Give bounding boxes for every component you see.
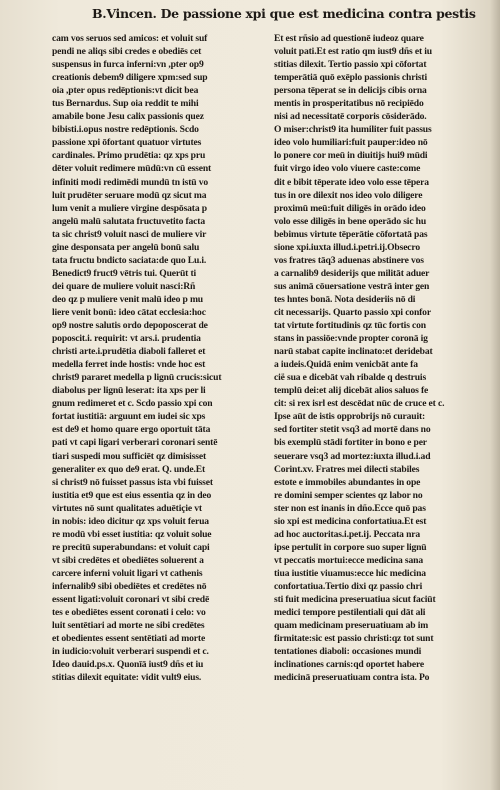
text-line: sus animā cōuersatione vestrā inter gen [274, 280, 430, 292]
running-head: B.Vincen. De passione xpi que est medicina contra pestis [92, 6, 476, 21]
text-line: tes hntes bonā. Nota desideriis nō di [274, 293, 416, 305]
text-line: sed fortiter stetit vsq3 ad mortē dans no [274, 424, 431, 436]
text-line: oia ,pter opus redēptionis:vt dicit bea [52, 85, 199, 97]
text-line: voluit pati.Et est ratio qm iust9 dñs et iu [274, 46, 432, 58]
text-line: vos fratres tāq3 aduenas abstinere vos [274, 254, 424, 266]
text-line: christ9 pararet medella p lignū crucis:sicut [52, 372, 222, 384]
text-line: si christ9 nō fuisset passus ista vbi fuisset [52, 476, 213, 488]
text-line: christi arte.i.prudētia diaboli falleret et [52, 346, 206, 358]
text-line: ad hoc auctoritas.i.pet.ij. Peccata nra [274, 528, 421, 540]
text-line: Et est rñsio ad questionē iudeoz quare [274, 33, 424, 44]
text-line: Corint.xv. Fratres mei dilecti stabiles [274, 463, 420, 475]
text-line: re modū vbi esset iustitia: qz voluit solue [52, 528, 212, 540]
text-line: amabile bone Jesu calix passionis quez [52, 111, 204, 123]
text-line: vt sibi credētes et obediētes soluerent a [52, 554, 204, 566]
text-line: passione xpi ōfortant quatuor virtutes [52, 137, 202, 149]
text-column-left [52, 32, 264, 782]
text-line: a carnalib9 desiderijs que militāt aduer [274, 267, 430, 279]
text-line: vt peccatis mortui:ecce medicina sana [274, 554, 423, 566]
text-line: pati vt capi ligari verberari coronari sentē [52, 437, 218, 449]
text-line: creationis debem9 diligere xpm:sed sup [52, 72, 208, 84]
text-line: medici tempore pestilentiali qui dāt ali [274, 607, 426, 619]
text-line: sio xpi est medicina confortatiua.Et est [274, 515, 427, 527]
text-line: mentis in prosperitatibus nō recipiēdo [274, 98, 424, 110]
text-line: a iudeis.Quidā enim venicbāt ante fa [274, 359, 418, 371]
text-line: bibisti.i.opus nostre redēptionis. Scdo [52, 124, 199, 136]
text-line: carcere inferni voluit ligari vt cathenis [52, 567, 203, 579]
text-line: ipse pertulit in corpore suo super lignū [274, 541, 427, 553]
text-line: ster non est inanis in dño.Ecce quō pas [274, 502, 426, 514]
text-line: suspensus in furca inferni:vn ,pter op9 [52, 59, 204, 71]
text-line: poposcit.i. requirit: vt ars.i. prudentia [52, 333, 201, 345]
text-line: cit: si rex isrl est descēdat nūc de cruce et c. [274, 398, 445, 410]
text-line: persona tēperat se in delicijs cibis orna [274, 85, 427, 97]
text-line: lum venit a muliere virgine despōsata p [52, 202, 207, 214]
text-line: firmitate:sic est passio christi:qz tot sunt [274, 633, 434, 645]
text-line: stitias dilexit equitate: vidit vult9 eius. [52, 672, 202, 684]
text-line: infernalib9 sibi obediētes et credētes nō [52, 580, 207, 592]
text-line: bebimus virtute tēperātie cōfortatā pas [274, 228, 428, 240]
text-line: Ideo dauid.ps.x. Quonīā iust9 dñs et iu [52, 659, 204, 671]
text-line: proximū meū:fuit diligēs in orādo ideo [274, 202, 426, 214]
text-line: medicinā preseruatiuam contra ista. Po [274, 672, 430, 684]
text-line: iustitia et9 que est eius essentia qz in deo [52, 489, 212, 501]
text-line: sione xpi.iuxta illud.i.petri.ij.Obsecro [274, 241, 421, 253]
text-line: narū stabat capite inclinato:et deridebat [274, 346, 433, 358]
text-line: tes e obediētes essent coronati i celo: vo [52, 607, 206, 619]
text-line: est de9 et homo quare ergo oportuit tāta [52, 424, 211, 436]
text-line: virtutes nō sunt qualitates aduētiçie vt [52, 502, 202, 514]
text-line: volo esse diligēs in bene operādo sic hu [274, 215, 427, 227]
text-line: templū dei:et alij dicebāt alios saluos fe [274, 385, 429, 397]
text-line: fortat iustitiā: arguunt em iudei sic xps [52, 411, 206, 423]
text-line: tata fructu bndicto saciata:de quo Lu.i. [52, 254, 207, 266]
text-line: generaliter ex quo de9 erat. Q. unde.Et [52, 463, 206, 475]
text-line: temperātiā quō exēplo passionis christi [274, 72, 427, 84]
text-line: in nobis: ideo dicitur qz xps voluit ferua [52, 515, 209, 527]
text-line: op9 nostre salutis ordo depoposcerat de [52, 320, 208, 332]
text-column-right [274, 32, 494, 782]
text-line: cië sua e dicebāt vah ribalde q destruis [274, 372, 427, 384]
text-line: diabolus per lignū leserat: ita xps per li [52, 385, 206, 397]
text-line: luit prudēter seruare modū qz sicut ma [52, 189, 207, 201]
text-line: Benedict9 fruct9 vētris tui. Querūt ti [52, 267, 197, 279]
text-line: in iudicio:voluit verberari suspendi et c. [52, 646, 209, 658]
text-line: tiua iustitie viuamus:ecce hic medicina [274, 567, 426, 579]
text-line: pendi ne aliqs sibi credes e obediēs cet [52, 46, 202, 58]
text-line: lo ponere cor meū in diuitijs hui9 mūdi [274, 150, 428, 162]
text-line: fuit virgo ideo volo viuere caste:come [274, 163, 421, 175]
text-line: seuerare vsq3 ad mortez:iuxta illud.i.ad [274, 450, 431, 462]
text-line: estote e immobiles abundantes in ope [274, 476, 421, 488]
text-line: liere venit bonū: ideo cātat ecclesia:hoc [52, 306, 206, 318]
text-line: infiniti modi redimēdi mundū tn istū vo [52, 176, 209, 188]
text-line: quam medicinam preseruatiuam ab im [274, 620, 429, 632]
text-line: inclinationes carnis:qd oportet habere [274, 659, 425, 671]
text-line: angelū malū salutata fructuvetito facta [52, 215, 205, 227]
text-line: nisi ad necessitatē corporis cōsiderādo. [274, 111, 427, 123]
text-line: O miser:christ9 ita humiliter fuit passus [274, 124, 432, 136]
text-line: luit sentētiari ad morte ne sibi credētes [52, 620, 205, 632]
text-line: re domini semper scientes qz labor no [274, 489, 423, 501]
text-line: tus Bernardus. Sup oia reddit te mihi [52, 98, 199, 110]
text-line: cam vos seruos sed amicos: et voluit suf [52, 33, 208, 44]
text-line: ta sic christ9 voluit nasci de muliere vir [52, 228, 207, 240]
text-line: cit necessarijs. Quarto passio xpi confor [274, 306, 431, 318]
text-line: tat virtute fortitudinis qz tūc fortis con [274, 320, 426, 332]
text-line: confortatiua.Tertio dixi qz passio chri [274, 580, 423, 592]
text-line: stitias dilexit. Tertio passio xpi cōfortat [274, 59, 427, 71]
text-line: tentationes diaboli: occasiones mundi [274, 646, 422, 658]
text-line: dei quare de muliere voluit nasci:Rñ [52, 280, 196, 292]
text-line: dēter voluit redimere mūdū:vn cū essent [52, 163, 212, 175]
text-line: re precitū superabundans: et voluit capi [52, 541, 210, 553]
text-line: deo qz p muliere venit malū ideo p mu [52, 293, 203, 305]
text-line: tiari suspedi mou sufficiēt qz dimisisset [52, 450, 207, 462]
text-line: bis exemplū stādi fortiter in bono e per [274, 437, 427, 449]
text-line: ideo volo humiliari:fuit pauper:ideo nō [274, 137, 428, 149]
text-line: gnum redimeret et c. Scdo passio xpi con [52, 398, 213, 410]
text-line: essent ligati:voluit coronari vt sibi credē [52, 594, 210, 606]
text-line: et obedientes essent sentētiati ad morte [52, 633, 206, 645]
text-line: medella ferret inde hostis: vnde hoc est [52, 359, 206, 371]
text-line: sti fuit medicina preseruatiua sicut faciūt [274, 594, 436, 606]
text-line: cardinales. Primo prudētia: qz xps pru [52, 150, 206, 162]
text-line: gine desponsata per angelū bonū salu [52, 241, 200, 253]
text-line: tus in ore dilexit nos ideo volo diligere [274, 189, 423, 201]
text-line: stans in passiōe:vnde propter coronā ig [274, 333, 428, 345]
text-line: dit e bibit tēperate ideo volo esse tēpera [274, 176, 429, 188]
text-line: Ipse aūt de istis opprobrijs nō curauit: [274, 411, 426, 423]
